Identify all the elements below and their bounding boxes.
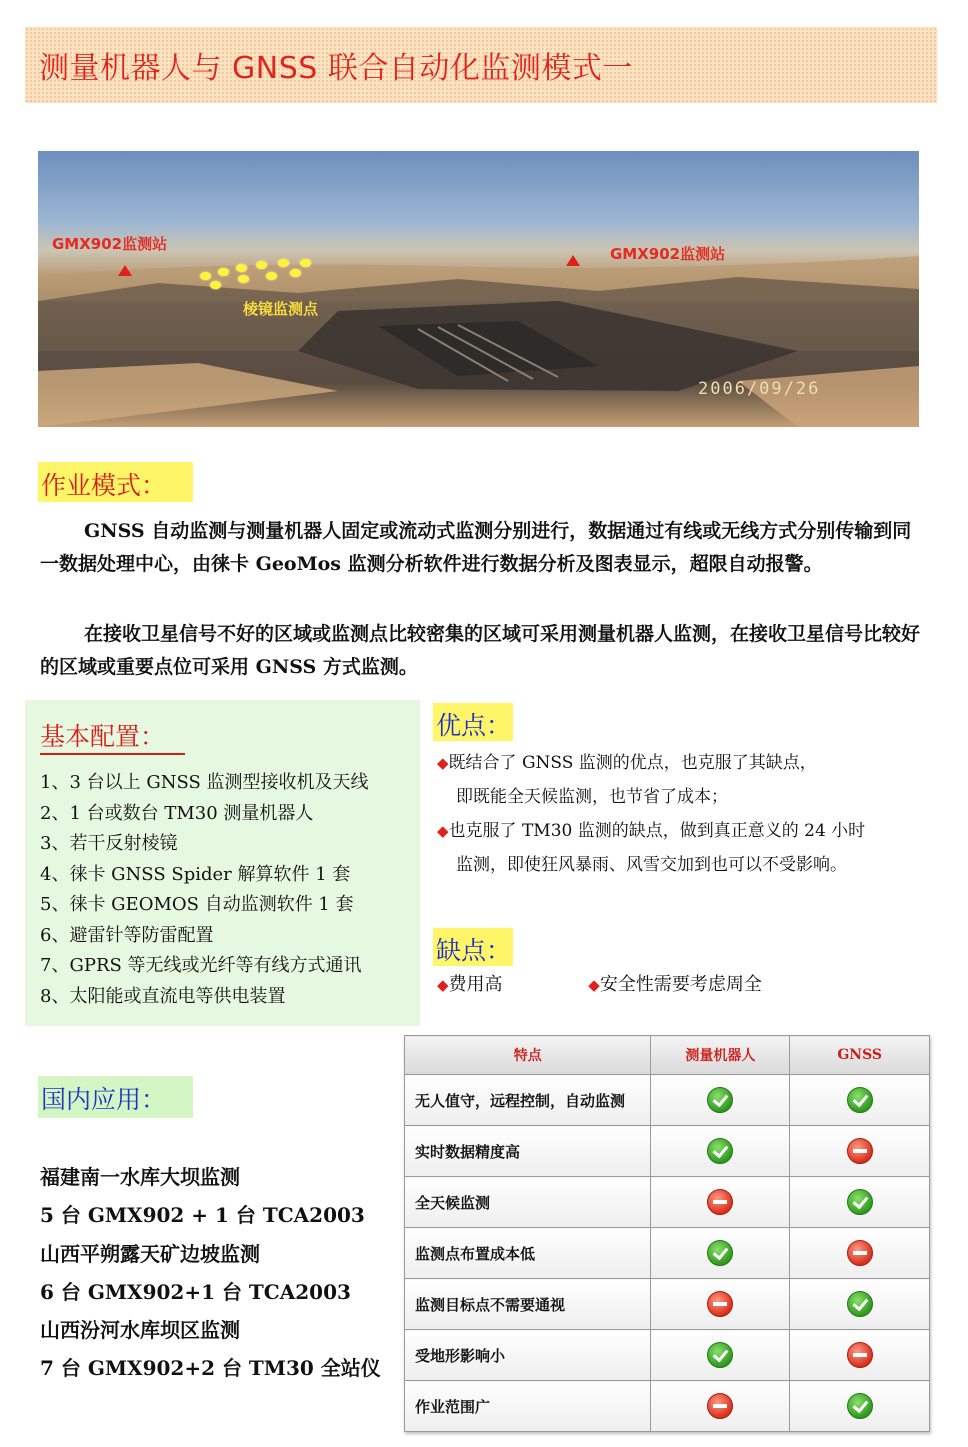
diamond-bullet-icon: ◆	[437, 822, 449, 840]
table-row	[405, 1126, 930, 1177]
work-mode-heading: 作业模式：	[38, 462, 193, 502]
domestic-item: 山西平朔露天矿边坡监测	[40, 1241, 260, 1266]
prism-point	[300, 259, 311, 267]
pros-text: 既结合了 GNSS 监测的优点，也克服了其缺点，	[448, 753, 817, 773]
domestic-item: 福建南一水库大坝监测	[40, 1165, 240, 1189]
prism-point	[200, 272, 211, 280]
feature-cell: 实时数据精度高	[405, 1126, 651, 1177]
gnss-mark-cell	[790, 1177, 930, 1228]
prism-point	[266, 272, 277, 280]
prism-point	[278, 259, 289, 267]
domestic-item: 山西汾河水库坝区监测	[40, 1318, 240, 1343]
prism-point	[218, 268, 229, 276]
check-icon	[707, 1087, 733, 1113]
config-item: 1、3 台以上 GNSS 监测型接收机及天线	[40, 772, 369, 793]
page-title: 测量机器人与 GNSS 联合自动化监测模式一	[39, 51, 633, 86]
work-mode-paragraph-1: GNSS 自动监测与测量机器人固定或流动式监测分别进行，数据通过有线或无线方式分别传输到同一数据处理中心，由徕卡 GeoMos 监测分析软件进行数据分析及图表显示，超限自动报警。	[40, 520, 912, 575]
column-header-feature: 特点	[405, 1036, 651, 1075]
prism-label: 棱镜监测点	[243, 300, 319, 318]
pros-list	[437, 746, 937, 882]
pros-item-continued: 监测，即使狂风暴雨、风雪交加到也可以不受影响。	[456, 855, 847, 875]
domestic-heading: 国内应用：	[38, 1076, 193, 1118]
date-stamp: 2006/09/26	[698, 379, 821, 399]
feature-cell: 无人值守，远程控制，自动监测	[405, 1075, 651, 1126]
check-icon	[847, 1291, 873, 1317]
station-left-marker	[118, 265, 132, 276]
minus-icon	[847, 1138, 873, 1164]
gnss-mark-cell	[790, 1075, 930, 1126]
feature-cell: 全天候监测	[405, 1177, 651, 1228]
config-item: 7、GPRS 等无线或光纤等有线方式通讯	[40, 955, 362, 976]
diamond-bullet-icon: ◆	[437, 754, 449, 772]
diamond-bullet-icon: ◆	[437, 976, 449, 994]
domestic-item: 6 台 GMX902+1 台 TCA2003	[40, 1279, 351, 1304]
gnss-mark-cell	[790, 1126, 930, 1177]
table-row	[405, 1075, 930, 1126]
feature-cell: 监测点布置成本低	[405, 1228, 651, 1279]
prism-point	[290, 269, 301, 277]
mine-photo	[38, 151, 919, 427]
check-icon	[707, 1342, 733, 1368]
feature-cell: 监测目标点不需要通视	[405, 1279, 651, 1330]
config-list	[40, 768, 369, 1012]
cons-text: 安全性需要考虑周全	[599, 974, 762, 995]
table-row	[405, 1228, 930, 1279]
feature-cell: 受地形影响小	[405, 1330, 651, 1381]
robot-mark-cell	[651, 1228, 790, 1279]
domestic-item: 7 台 GMX902+2 台 TM30 全站仪	[40, 1356, 381, 1381]
gnss-mark-cell	[790, 1279, 930, 1330]
cons-list	[437, 970, 762, 996]
gnss-mark-cell	[790, 1381, 930, 1432]
domestic-list	[40, 1158, 381, 1388]
diamond-bullet-icon: ◆	[588, 976, 600, 994]
comparison-table-body	[405, 1075, 930, 1432]
prism-point	[256, 261, 267, 269]
work-mode-paragraph-2: 在接收卫星信号不好的区域或监测点比较密集的区域可采用测量机器人监测，在接收卫星信号比较好的区域或重要点位可采用 GNSS 方式监测。	[40, 623, 921, 678]
station-right-label: GMX902监测站	[610, 245, 726, 263]
check-icon	[847, 1189, 873, 1215]
prism-point	[238, 275, 249, 283]
station-left-label: GMX902监测站	[52, 235, 168, 253]
cons-item	[588, 970, 762, 996]
robot-mark-cell	[651, 1330, 790, 1381]
domestic-item: 5 台 GMX902 + 1 台 TCA2003	[40, 1203, 365, 1228]
minus-icon	[847, 1240, 873, 1266]
config-item: 6、避雷针等防雷配置	[40, 924, 214, 946]
table-row	[405, 1279, 930, 1330]
title-banner	[25, 27, 937, 103]
feature-cell: 作业范围广	[405, 1381, 651, 1432]
cons-item	[437, 970, 503, 996]
table-row	[405, 1381, 930, 1432]
config-item: 2、1 台或数台 TM30 测量机器人	[40, 802, 314, 824]
robot-mark-cell	[651, 1177, 790, 1228]
table-header-row	[405, 1036, 930, 1075]
robot-mark-cell	[651, 1279, 790, 1330]
table-row	[405, 1330, 930, 1381]
pros-item	[437, 814, 937, 848]
cons-text: 费用高	[448, 974, 503, 995]
config-item: 3、若干反射棱镜	[40, 833, 178, 854]
check-icon	[707, 1138, 733, 1164]
gnss-mark-cell	[790, 1330, 930, 1381]
robot-mark-cell	[651, 1381, 790, 1432]
minus-icon	[847, 1342, 873, 1368]
station-right-marker	[566, 255, 580, 266]
config-heading: 基本配置：	[40, 717, 185, 755]
pros-item-continued: 即既能全天候监测，也节省了成本；	[456, 787, 728, 807]
config-item: 5、徕卡 GEOMOS 自动监测软件 1 套	[40, 894, 354, 915]
config-item: 4、徕卡 GNSS Spider 解算软件 1 套	[40, 863, 351, 885]
config-item: 8、太阳能或直流电等供电装置	[40, 985, 286, 1007]
table-row	[405, 1177, 930, 1228]
prism-point	[210, 281, 221, 289]
column-header-robot: 测量机器人	[651, 1036, 790, 1075]
check-icon	[847, 1393, 873, 1419]
prism-point	[236, 264, 247, 272]
robot-mark-cell	[651, 1075, 790, 1126]
check-icon	[847, 1087, 873, 1113]
comparison-table	[404, 1035, 930, 1432]
check-icon	[707, 1240, 733, 1266]
cons-heading: 缺点：	[433, 928, 513, 966]
pros-heading: 优点：	[433, 703, 513, 741]
pros-item	[437, 746, 937, 780]
minus-icon	[707, 1291, 733, 1317]
minus-icon	[707, 1393, 733, 1419]
minus-icon	[707, 1189, 733, 1215]
robot-mark-cell	[651, 1126, 790, 1177]
gnss-mark-cell	[790, 1228, 930, 1279]
column-header-gnss: GNSS	[790, 1036, 930, 1075]
pros-text: 也克服了 TM30 监测的缺点，做到真正意义的 24 小时	[448, 821, 866, 841]
